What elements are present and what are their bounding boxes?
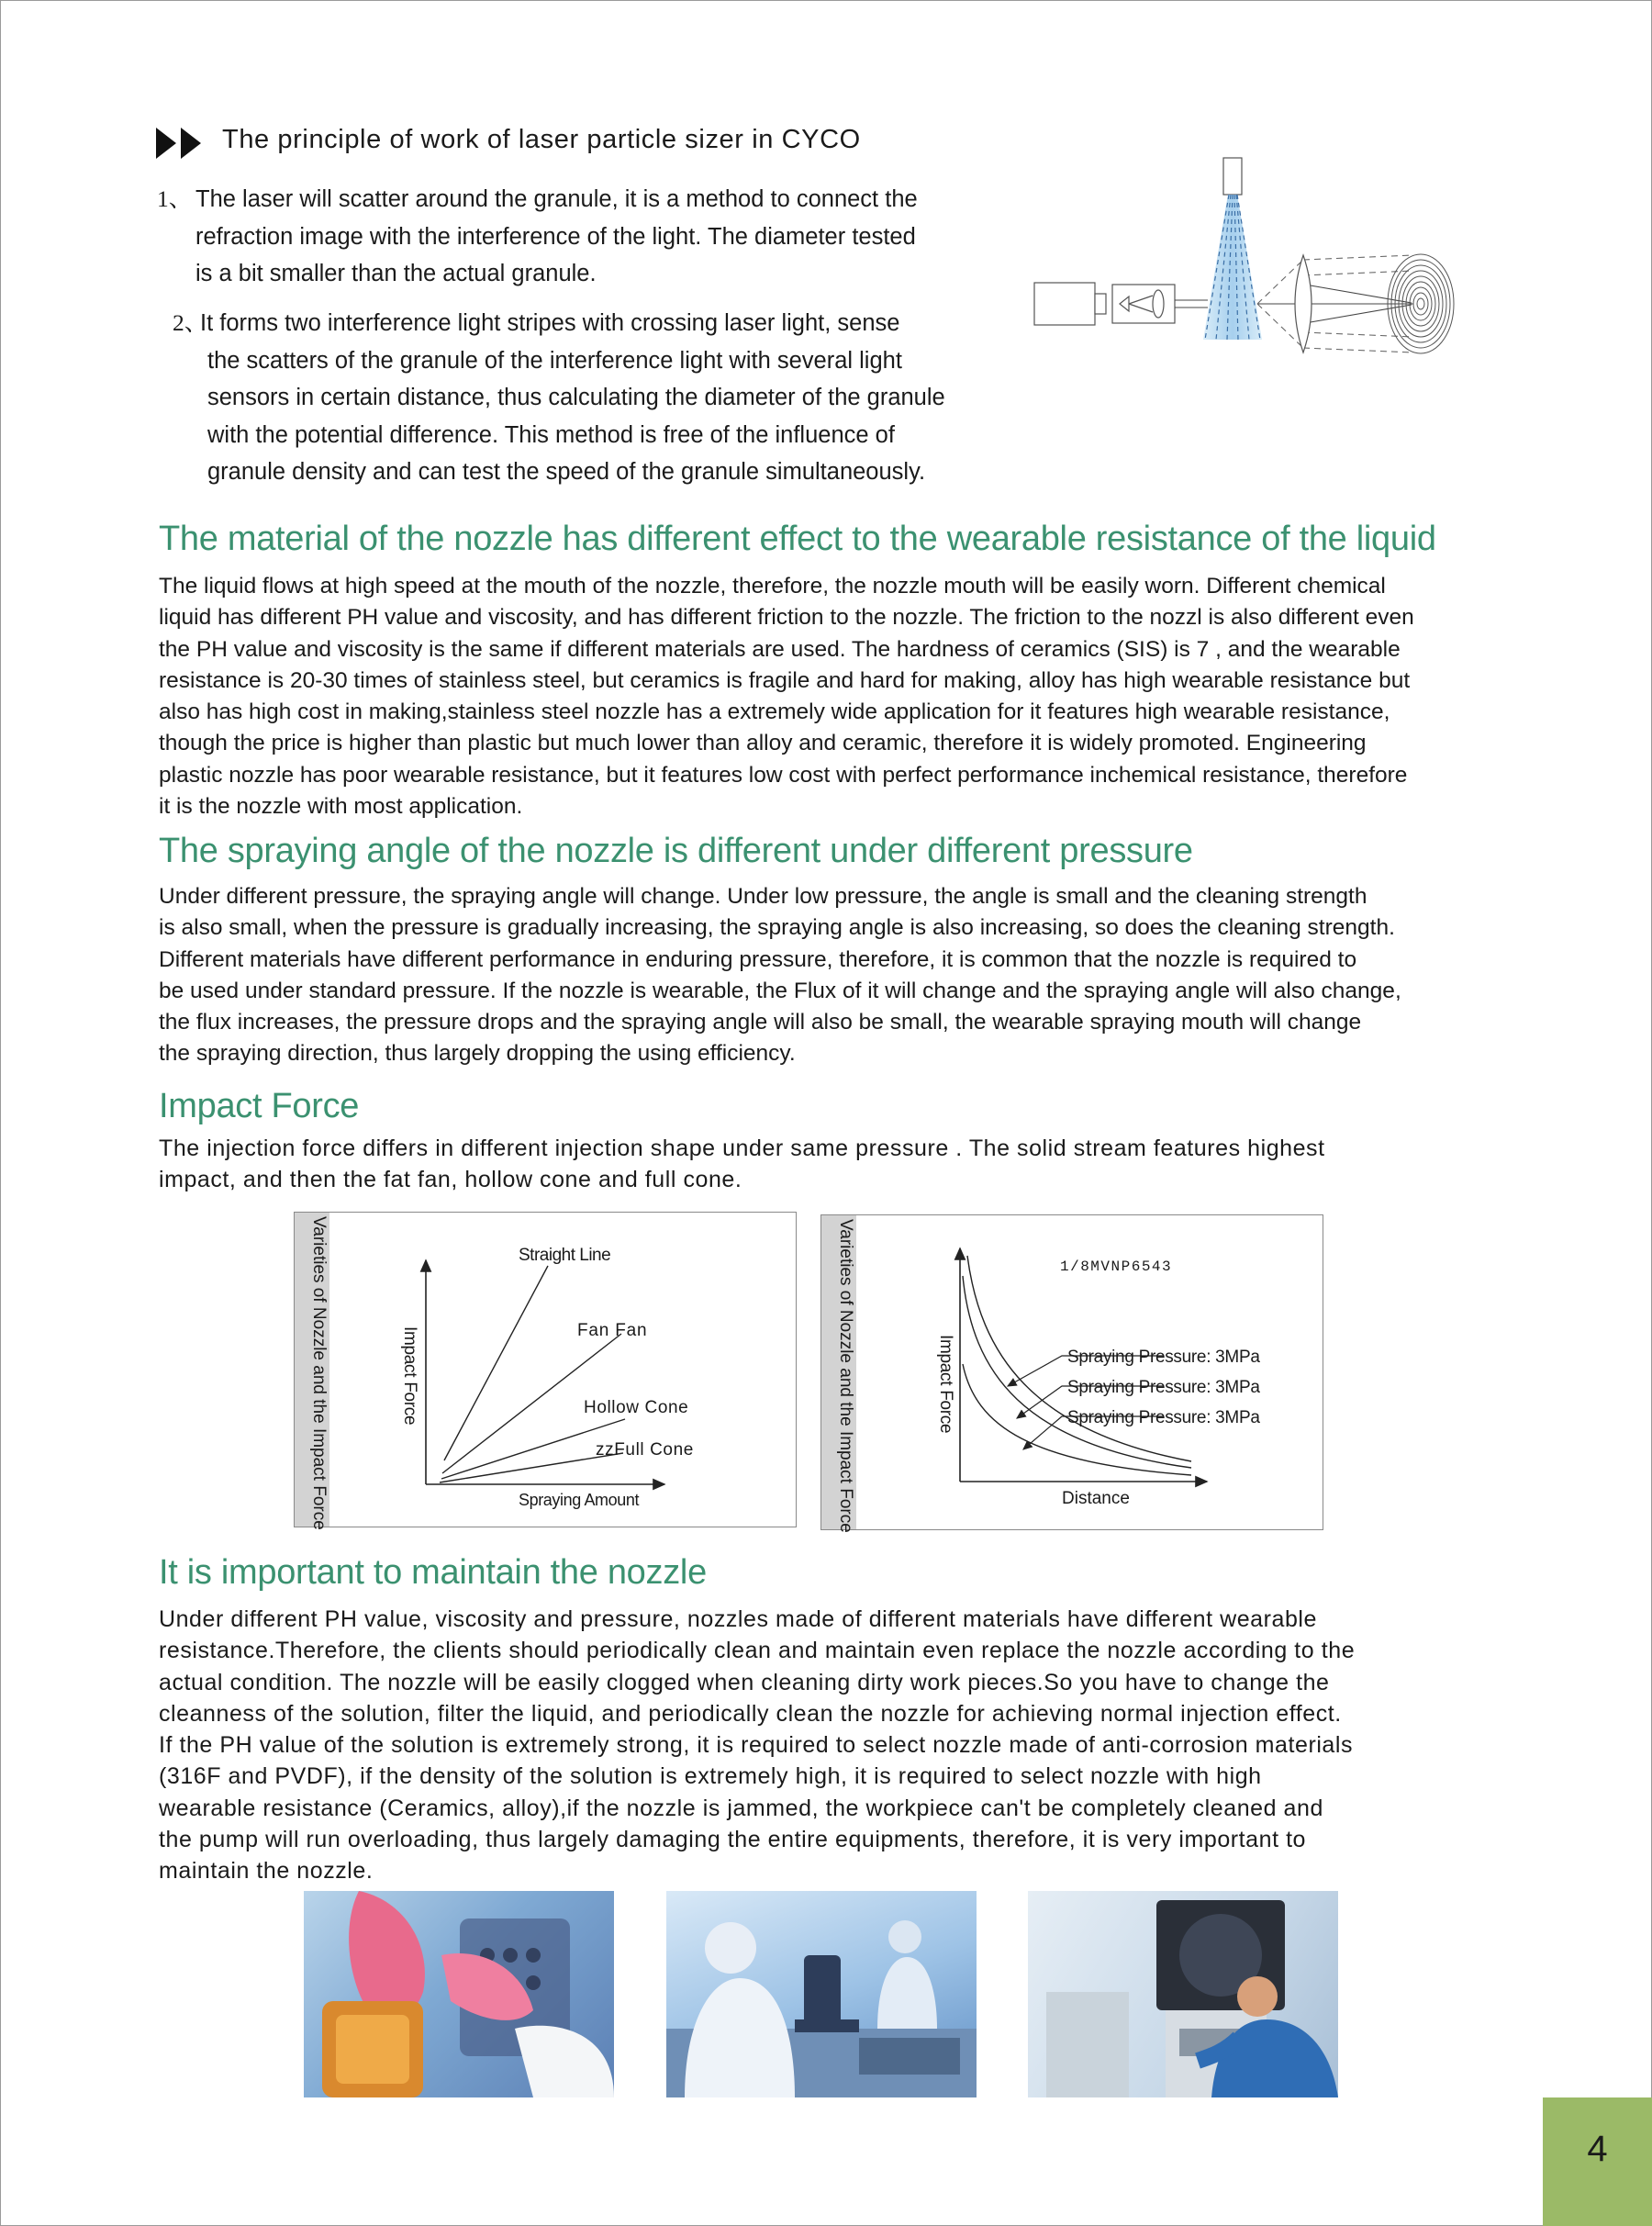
lab-hands-photo	[304, 1891, 614, 2097]
text-line: refraction image with the interference of the light. The diameter tested	[195, 223, 916, 250]
series-label: Fan Fan	[577, 1321, 648, 1340]
chart-side-label: Varieties of Nozzle and the Impact Force	[836, 1219, 855, 1533]
y-axis-label: Impact Force	[400, 1326, 419, 1426]
text-line: actual condition. The nozzle will be easily clogged when cleaning dirty work pieces.So you have to change the	[159, 1669, 1330, 1695]
chart-side-label: Varieties of Nozzle and the Impact Force	[309, 1216, 329, 1530]
impact-vs-amount-chart	[294, 1212, 797, 1530]
text-line: impact, and then the fat fan, hollow cone and full cone.	[159, 1167, 742, 1193]
text-line: be used under standard pressure. If the nozzle is wearable, the Flux of it will change and the spraying angle will also change,	[159, 978, 1401, 1003]
text-line: the PH value and viscosity is the same if different materials are used. The hardness of ceramics (SIS) is 7 , and the wearable	[159, 636, 1401, 662]
page-number: 4	[1587, 2129, 1608, 2169]
laser-sizer-diagram	[1028, 156, 1468, 358]
text-line: with the potential difference. This method is free of the influence of	[207, 421, 895, 448]
item-number: 2、	[173, 309, 208, 336]
text-line: wearable resistance (Ceramics, alloy),if the nozzle is jammed, the workpiece can't be completely cleaned and	[159, 1795, 1323, 1821]
curve-label: Spraying Pressure: 3MPa	[1067, 1378, 1260, 1397]
collecting-lens	[1295, 255, 1312, 352]
text-line: is a bit smaller than the actual granule.	[195, 261, 597, 286]
section-body-material	[159, 571, 1414, 822]
double-arrow-icon	[156, 128, 209, 159]
text-line: the flux increases, the pressure drops and the spraying angle will also be small, the wearable spraying mouth will change	[159, 1010, 1362, 1035]
series-label: Hollow Cone	[584, 1398, 689, 1417]
nozzle-tube	[1223, 158, 1242, 195]
text-line: The injection force differs in different injection shape under same pressure . The solid stream features highest	[159, 1135, 1325, 1161]
text-line: The laser will scatter around the granule, it is a method to connect the	[195, 186, 918, 212]
chart-plot-area	[329, 1213, 796, 1527]
item-number: 1、	[157, 185, 193, 212]
y-axis-label: Impact Force	[936, 1335, 955, 1434]
text-line: Under different pressure, the spraying angle will change. Under low pressure, the angle is small and the cleaning strength	[159, 884, 1367, 909]
section-title-impact-force: Impact Force	[159, 1087, 360, 1125]
series-label: zzFull Cone	[596, 1440, 694, 1460]
text-line: sensors in certain distance, thus calculating the diameter of the granule	[207, 385, 945, 410]
text-line: resistance.Therefore, the clients should periodically clean and maintain even replace the nozzle according to the	[159, 1638, 1356, 1664]
microscope-lab-photo	[666, 1891, 977, 2097]
x-axis-label: Spraying Amount	[519, 1491, 640, 1509]
curve-label: Spraying Pressure: 3MPa	[1067, 1408, 1260, 1427]
text-line: If the PH value of the solution is extremely strong, it is required to select nozzle made of anti-corrosion materials	[159, 1732, 1354, 1759]
text-line: The liquid flows at high speed at the mouth of the nozzle, therefore, the nozzle mouth will be easily worn. Different chemical	[159, 574, 1386, 598]
text-line: though the price is higher than plastic but much lower than alloy and ceramic, therefore it is widely promoted. Engineering	[159, 731, 1367, 756]
text-line: Different materials have different performance in enduring pressure, therefore, it is common that the nozzle is required to	[159, 946, 1357, 972]
chart-code-label: 1/8MVNP6543	[1060, 1258, 1173, 1275]
text-line: maintain the nozzle.	[159, 1858, 374, 1885]
principle-heading: The principle of work of laser particle sizer in CYCO	[222, 125, 861, 154]
section-body-impact-force	[159, 1133, 1325, 1196]
curve-label: Spraying Pressure: 3MPa	[1067, 1348, 1260, 1367]
principle-item-2	[173, 305, 945, 491]
section-body-spraying-angle	[159, 881, 1401, 1070]
section-title-spraying-angle: The spraying angle of the nozzle is different under different pressure	[159, 832, 1193, 870]
text-line: it is the nozzle with most application.	[159, 794, 523, 820]
section-title-maintain: It is important to maintain the nozzle	[159, 1553, 707, 1592]
text-line: Under different PH value, viscosity and pressure, nozzles made of different materials have different wearable	[159, 1606, 1317, 1632]
text-line: liquid has different PH value and viscosity, and has different friction to the nozzle. The friction to the nozzl is also different even	[159, 605, 1414, 631]
text-line: cleanness of the solution, filter the liquid, and periodically clean the nozzle for achieving normal injection effect.	[159, 1700, 1342, 1727]
section-body-maintain	[159, 1604, 1355, 1887]
profile-projector-photo	[1028, 1891, 1338, 2097]
text-line: is also small, when the pressure is gradually increasing, the spraying angle is also increasing, so does the cleaning strength.	[159, 915, 1395, 941]
text-line: It forms two interference light stripes with crossing laser light, sense	[200, 310, 900, 336]
series-label: Straight Line	[519, 1246, 611, 1265]
text-line: resistance is 20-30 times of stainless steel, but ceramics is fragile and hard for making, alloy has high wearable resistance but	[159, 667, 1411, 693]
text-line: granule density and can test the speed of the granule simultaneously.	[207, 459, 926, 485]
spray-cone	[1203, 195, 1262, 340]
text-line: the spraying direction, thus largely dropping the using efficiency.	[159, 1041, 796, 1067]
text-line: the scatters of the granule of the interference light with several light	[207, 347, 902, 374]
text-line: plastic nozzle has poor wearable resistance, but it features low cost with perfect performance inchemical resistance, therefore	[159, 762, 1408, 788]
series-curve-2	[963, 1276, 1191, 1468]
section-title-material: The material of the nozzle has different effect to the wearable resistance of the liquid	[159, 520, 1436, 558]
page-number-tab	[1543, 2097, 1652, 2226]
x-axis-label: Distance	[1062, 1489, 1130, 1508]
chart-plot-area	[856, 1215, 1323, 1529]
text-line: (316F and PVDF), if the density of the solution is extremely high, it is required to select nozzle with high	[159, 1763, 1262, 1790]
text-line: the pump will run overloading, thus largely damaging the entire equipments, therefore, it is very important to	[159, 1827, 1307, 1853]
laser-source	[1034, 283, 1175, 325]
principle-item-1	[157, 181, 918, 293]
impact-vs-distance-chart	[820, 1214, 1323, 1533]
text-line: also has high cost in making,stainless steel nozzle has a extremely wide application for it features high wearable resistance,	[159, 699, 1390, 725]
